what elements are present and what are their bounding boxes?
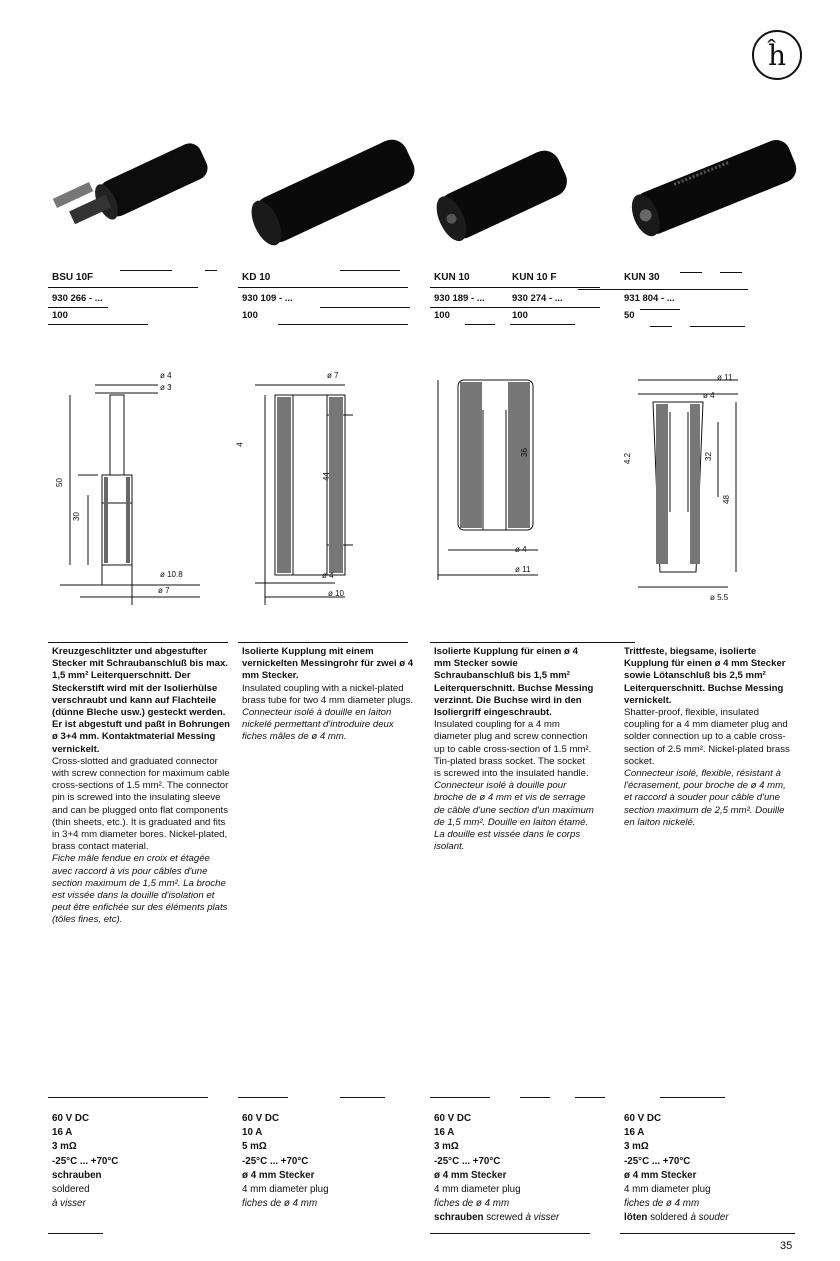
page-number: 35	[780, 1240, 793, 1252]
dim-label: ø 3	[160, 383, 172, 392]
product-photo-kun30	[618, 128, 798, 248]
drawing-kun10	[428, 370, 548, 585]
product-name: KUN 10 F	[512, 272, 557, 283]
dim-label: ø 4	[322, 571, 334, 580]
product-photo-kun10	[430, 140, 570, 250]
drawing-kd10	[235, 365, 365, 605]
product-number: 930 109 - ...	[242, 293, 293, 304]
dim-label: ø 5.5	[710, 593, 729, 602]
drawing-kun30	[618, 372, 748, 602]
dim-label: 44	[321, 472, 331, 481]
dim-label: 50	[54, 478, 64, 487]
product-name: KUN 30	[624, 272, 660, 283]
drawing-bsu10f	[40, 365, 230, 605]
dim-label: 4	[235, 442, 245, 447]
product-number: 931 804 - ...	[624, 293, 675, 304]
description-kun10: Isolierte Kupplung für einen ø 4 mm Stecker sowie Schraubanschluß bis 1,5 mm² Leiterquerschnitt. Buchse Messing verzinnt. Die Buchse wird in den Isoliergriff eingeschraubt. Insulated coupling for a 4 mm diameter plug and screw connection up to cable cross-section of 1.5 mm². Tin-plated brass socket. The socket is screwed into the insulated handle. Connecteur isolé à douille pour broche de ø 4 mm et vis de serrage de câble d'une section d'un maximum de 1,5 mm². Douille en laiton étamé. La douille est vissée dans le corps isolant.	[434, 646, 594, 853]
spec-kd10: 60 V DC 10 A 5 mΩ -25°C ... +70°C ø 4 mm Stecker 4 mm diameter plug fiches de ø 4 mm	[242, 1113, 329, 1210]
product-qty: 100	[52, 310, 68, 321]
product-qty: 50	[624, 310, 635, 321]
product-name: BSU 10F	[52, 272, 94, 283]
description-kun30: Trittfeste, biegsame, isolierte Kupplung für einen ø 4 mm Stecker sowie Lötanschluß bis 2,5 mm² Leiterquerschnitt. Buchse Messing vernickelt. Shatter-proof, flexible, insulated coupling for a 4 mm diameter plug and solder connection up to a cable cross-section of 2.5 mm². Nickel-plated brass socket. Connecteur isolé, flexible, résistant à l'écrasement, pour broche de ø 4 mm, et raccord à souder pour câble d'une section maximum de 2,5 mm². Douille en laiton nickelé.	[624, 646, 790, 828]
dim-label: ø 4	[703, 391, 715, 400]
dim-label: ø 4	[160, 371, 172, 380]
description-bsu10f: Kreuzgeschlitzter und abgestufter Stecker mit Schraubanschluß bis max. 1,5 mm² Leiterquerschnitt. Der Steckerstift wird mit der Isolierhülse verschraubt und kann auf Flachteile (dünne Bleche usw.) gesteckt werden. Er ist abgestuft und paßt in Bohrungen ø 3+4 mm. Kontaktmaterial Messing vernickelt. Cross-slotted and graduated connector with screw connection for maximum cable cross-sections of 1.5 mm². The connector pin is screwed into the insulating sleeve and can be plugged onto flat components (thin sheets, etc.). It is graduated and fits in 3+4 mm diameter bores. Nickel-plated, brass contact material. Fiche mâle fendue en croix et étagée avec raccord à vis pour câbles d'une section maximum de 1,5 mm². La broche est vissée dans la douille d'isolation et peut être enfichée sur des éléments plats (tôles fines, etc).	[52, 646, 231, 926]
dim-label: ø 7	[327, 371, 339, 380]
spec-kun10: 60 V DC 16 A 3 mΩ -25°C ... +70°C ø 4 mm Stecker 4 mm diameter plug fiches de ø 4 mm schrauben screwed à visser	[434, 1113, 560, 1224]
product-qty: 100	[434, 310, 450, 321]
dim-label: ø 4	[515, 545, 527, 554]
dim-label: ø 7	[158, 586, 170, 595]
product-qty: 100	[242, 310, 258, 321]
product-number: 930 274 - ...	[512, 293, 563, 304]
product-photo-kd10	[238, 128, 418, 258]
dim-label: 36	[519, 448, 529, 457]
dim-label: 4.2	[623, 452, 633, 465]
brand-logo: ĥ	[752, 30, 802, 80]
dim-label: 32	[703, 452, 713, 461]
spec-bsu10f: 60 V DC 16 A 3 mΩ -25°C ... +70°C schrauben soldered à visser	[52, 1113, 119, 1210]
dim-label: ø 10	[328, 589, 345, 598]
product-qty: 100	[512, 310, 528, 321]
dim-label: 48	[721, 495, 731, 504]
product-number: 930 266 - ...	[52, 293, 103, 304]
dim-label: ø 10.8	[160, 570, 183, 579]
dim-label: 30	[71, 512, 81, 521]
product-number: 930 189 - ...	[434, 293, 485, 304]
dim-label: ø 11	[515, 565, 531, 574]
product-name: KD 10	[242, 272, 271, 283]
description-kd10: Isolierte Kupplung mit einem vernickelten Messingrohr für zwei ø 4 mm Stecker. Insulated coupling with a nickel-plated brass tube for two 4 mm diameter plugs. Connecteur isolé à douille en laiton nickelé permettant d'introduire deux fiches mâles de ø 4 mm.	[242, 646, 414, 743]
product-photo-bsu10f	[45, 130, 225, 250]
dim-label: ø 11	[717, 373, 733, 382]
spec-kun30: 60 V DC 16 A 3 mΩ -25°C ... +70°C ø 4 mm Stecker 4 mm diameter plug fiches de ø 4 mm löten soldered à souder	[624, 1113, 729, 1224]
product-name: KUN 10	[434, 272, 470, 283]
